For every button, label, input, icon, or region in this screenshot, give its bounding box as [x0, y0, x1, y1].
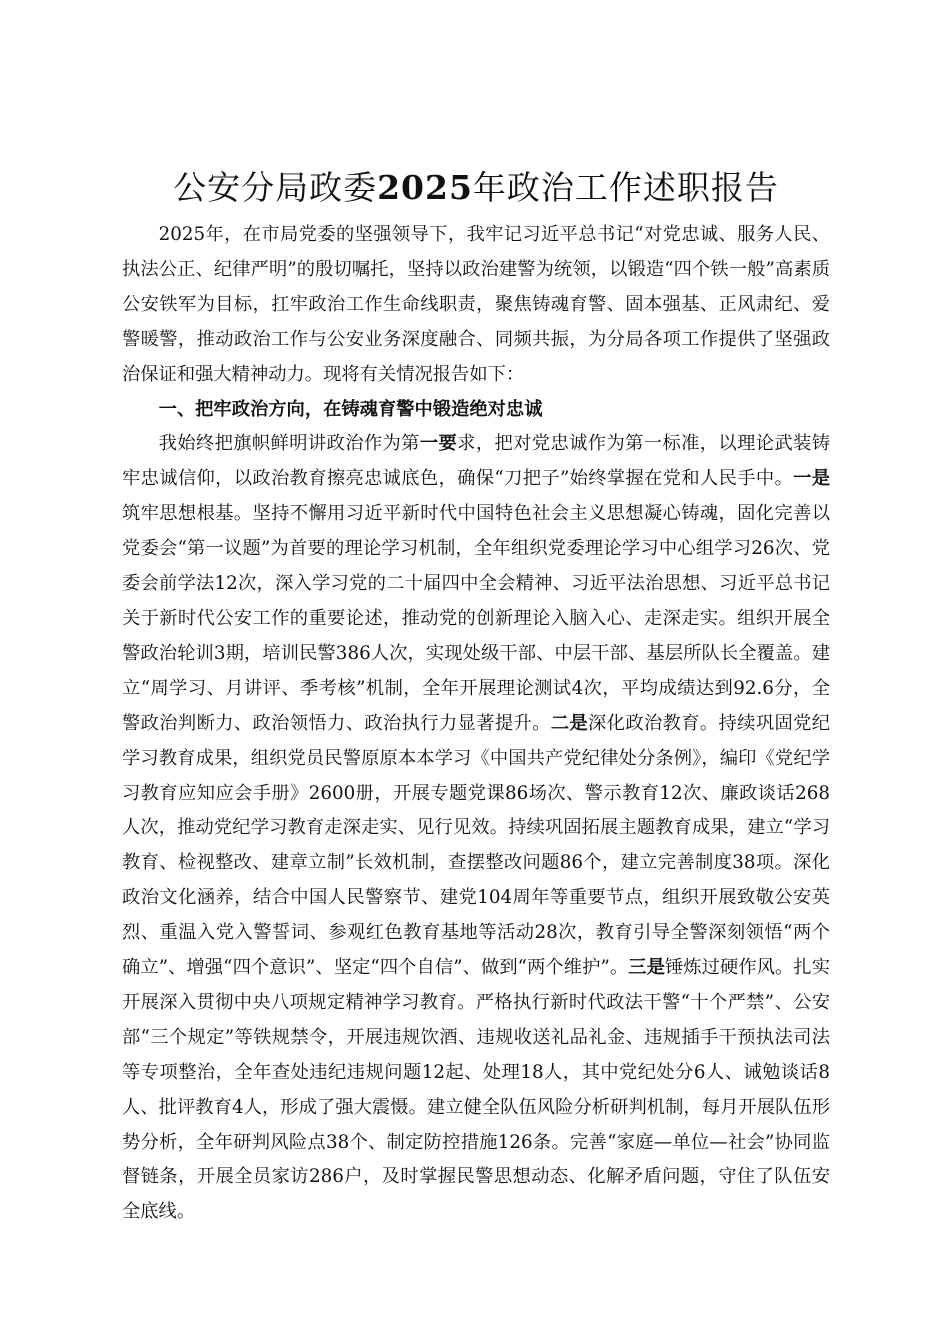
intro-paragraph: 2025年，在市局党委的坚强领导下，我牢记习近平总书记“对党忠诚、服务人民、执法公正、纪律严明”的殷切嘱托，坚持以政治建警为统领，以锻造“四个铁一般”高素质公安铁军为目标，扛牢政治工作生命线职责，聚焦铸魂育警、固本强基、正风肃纪、爱警暖警，推动政治工作与公安业务深度融合、同频共振，为分局各项工作提供了坚强政治保证和强大精神动力。现将有关情况报告如下： [122, 224, 830, 385]
title-suffix: 年政治工作述职报告 [472, 168, 779, 207]
section1-mark-one: 一是 [793, 468, 830, 490]
title-year: 2025 [377, 168, 473, 207]
section1-mark-three: 三是 [628, 957, 665, 979]
section1-emphasis: 一要 [419, 433, 458, 455]
section1-text-a: 我始终把旗帜鲜明讲政治作为第 [158, 433, 420, 455]
document-title [122, 160, 830, 216]
section1-text-e: 深化政治教育。持续巩固党纪学习教育成果，组织党员民警原原本本学习《中国共产党纪律处分条例》，编印《党纪学习教育应知应会手册》2600册，开展专题党课86场次、警示教育12次、廉政谈话268人次，推动党纪学习教育走深走实、见行见效。持续巩固拓展主题教育成果，建立“学习教育、检视整改、建章立制”长效机制，查摆整改问题86个，建立完善制度38项。深化政治文化涵养，结合中国人民警察节、建党104周年等重要节点，组织开展致敬公安英烈、重温入党入警誓词、参观红色教育基地等活动28次，教育引导全警深刻领悟“两个确立”、增强“四个意识”、坚定“四个自信”、做到“两个维护”。 [122, 712, 831, 979]
section1-paragraph [122, 427, 830, 1230]
section1-text-f: 锤炼过硬作风。扎实开展深入贯彻中央八项规定精神学习教育。严格执行新时代政法干警“十个严禁”、公安部“三个规定”等铁规禁令，开展违规饮酒、违规收送礼品礼金、违规插手干预执法司法等专项整治，全年查处违纪违规问题12起、处理18人，其中党纪处分6人、诫勉谈话8人、批评教育4人，形成了强大震慑。建立健全队伍风险分析研判机制，每月开展队伍形势分析，全年研判风险点38个、制定防控措施126条。完善“家庭—单位—社会”协同监督链条，开展全员家访286户，及时掌握民警思想动态、化解矛盾问题，守住了队伍安全底线。 [122, 957, 831, 1223]
section1-text-d: 筑牢思想根基。坚持不懈用习近平新时代中国特色社会主义思想凝心铸魂，固化完善以党委会“第一议题”为首要的理论学习机制，全年组织党委理论学习中心组学习26次、党委会前学法12次，深入学习党的二十届四中全会精神、习近平法治思想、习近平总书记关于新时代公安工作的重要论述，推动党的创新理论入脑入心、走深走实。组织开展全警政治轮训3期，培训民警386人次，实现处级干部、中层干部、基层所队长全覆盖。建立“周学习、月讲评、季考核”机制，全年开展理论测试4次，平均成绩达到92.6分，全警政治判断力、政治领悟力、政治执行力显著提升。 [122, 503, 830, 734]
document-page [122, 160, 830, 1230]
section1-text-c: 求，把对党忠诚作为第一标准，以理论武装铸牢忠诚信仰，以政治教育擦亮忠诚底色，确保“刀把子”始终掌握在党和人民手中。 [122, 433, 831, 490]
section1-heading: 一、把牢政治方向，在铸魂育警中锻造绝对忠诚 [158, 398, 543, 420]
title-prefix: 公安分局政委 [173, 168, 378, 207]
section1-mark-two: 二是 [550, 712, 589, 734]
